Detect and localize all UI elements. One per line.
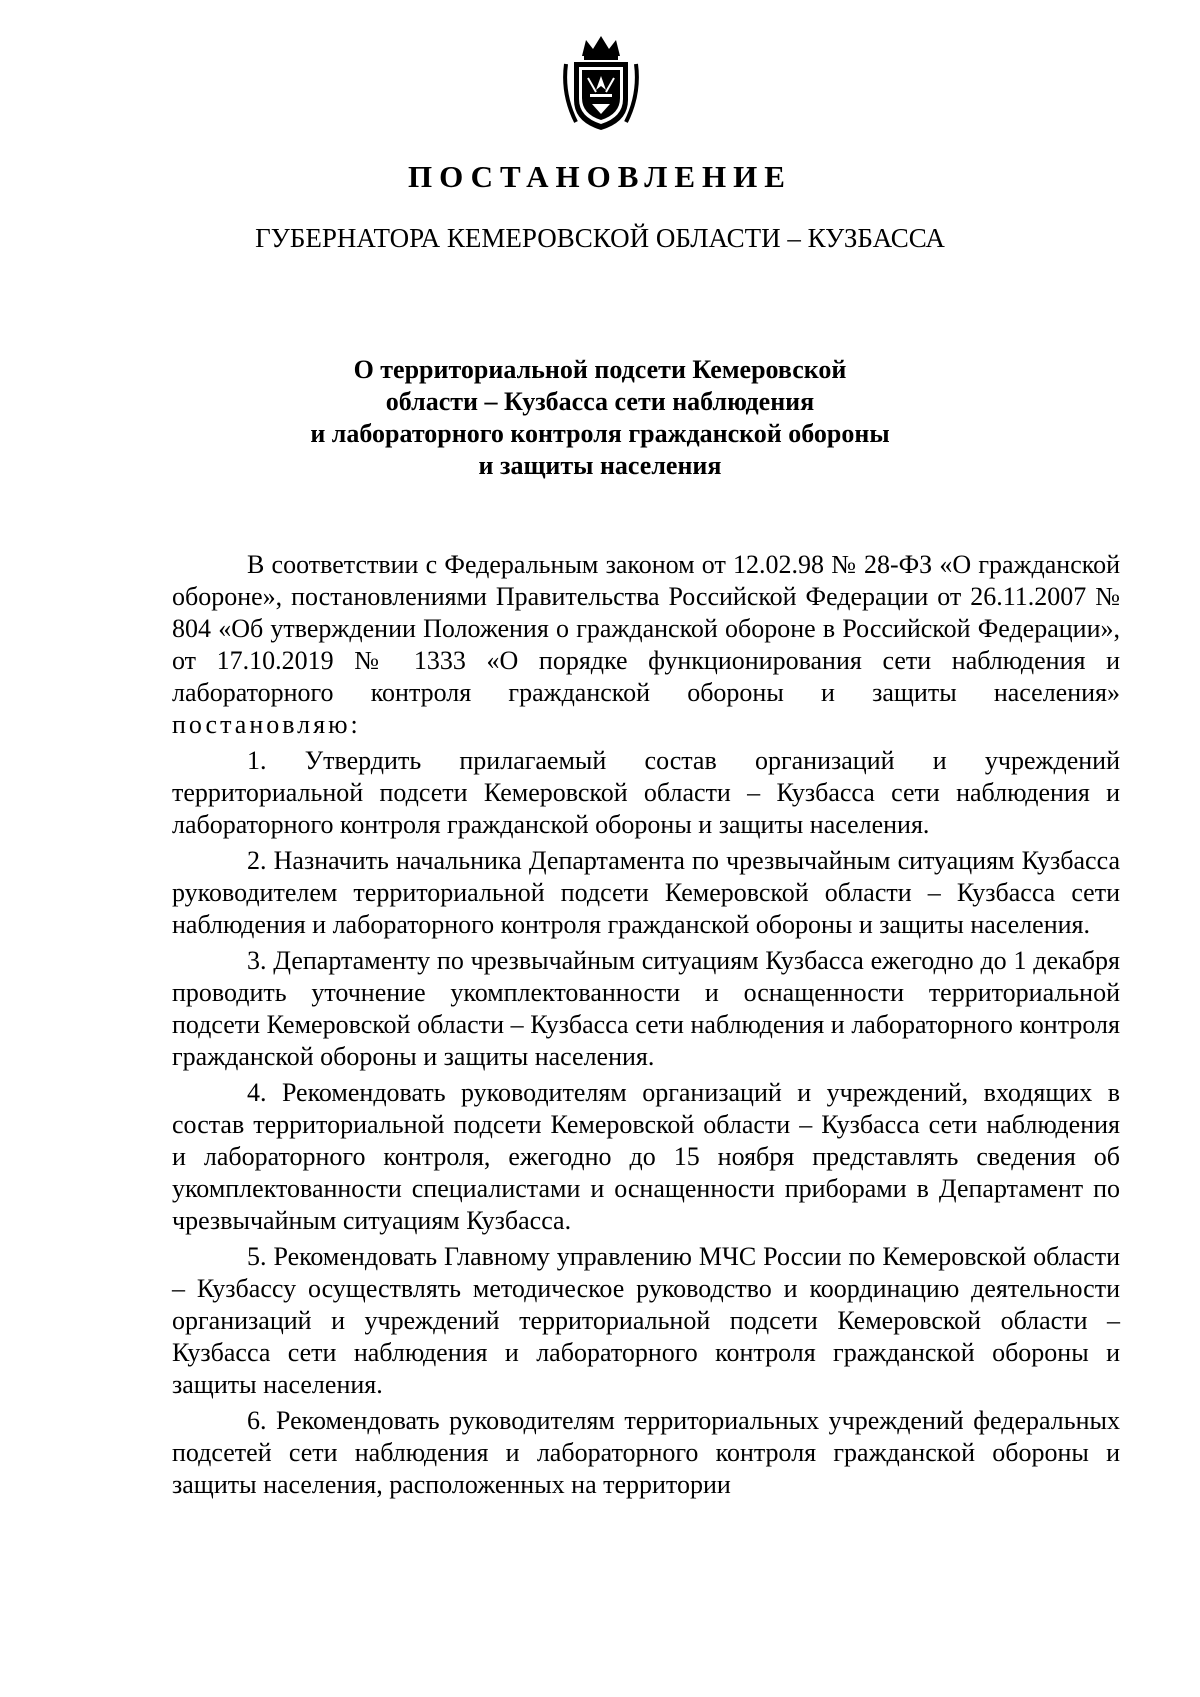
decree-item-6: 6. Рекомендовать руководителям территориальных учреждений федеральных подсетей сети наблюдения и лабораторного контроля гражданской обороны и защиты населения, расположенных на территории <box>172 1406 1120 1499</box>
heading-line: области – Кузбасса сети наблюдения <box>385 387 815 416</box>
preamble-text: В соответствии с Федеральным законом от 12.02.98 № 28-ФЗ «О гражданской обороне», постановлениями Правительства Российской Федерации от 26.11.2007 № 804 «Об утверждении Положения о гражданской обороне в Российской Федерации», от 17.10.2019 № 1333 «О порядке функционирования сети наблюдения и лабораторного контроля гражданской обороны и защиты населения» <box>172 550 1120 707</box>
coat-of-arms-icon <box>560 34 642 134</box>
preamble-paragraph <box>172 549 1120 741</box>
decree-heading <box>250 354 950 482</box>
heading-line: и лабораторного контроля гражданской обороны <box>310 419 890 448</box>
decree-body <box>172 549 1120 1505</box>
decree-item-2: 2. Назначить начальника Департамента по чрезвычайным ситуациям Кузбасса руководителем территориальной подсети Кемеровской области – Кузбасса сети наблюдения и лабораторного контроля гражданской обороны и защиты населения. <box>172 846 1120 939</box>
decree-item-5: 5. Рекомендовать Главному управлению МЧС России по Кемеровской области – Кузбассу осуществлять методическое руководство и координацию деятельности организаций и учреждений территориальной подсети Кемеровской области – Кузбасса сети наблюдения и лабораторного контроля гражданской обороны и защиты населения. <box>172 1242 1120 1399</box>
decree-item-3: 3. Департаменту по чрезвычайным ситуациям Кузбасса ежегодно до 1 декабря проводить уточнение укомплектованности и оснащенности территориальной подсети Кемеровской области – Кузбасса сети наблюдения и лабораторного контроля гражданской обороны и защиты населения. <box>172 946 1120 1071</box>
decree-item-1: 1. Утвердить прилагаемый состав организаций и учреждений территориальной подсети Кемеровской области – Кузбасса сети наблюдения и лабораторного контроля гражданской обороны и защиты населения. <box>172 746 1120 839</box>
heading-line: и защиты населения <box>478 451 722 480</box>
decree-word: постановляю: <box>172 710 361 739</box>
decree-item-4: 4. Рекомендовать руководителям организаций и учреждений, входящих в состав территориальной подсети Кемеровской области – Кузбасса сети наблюдения и лабораторного контроля, ежегодно до 15 ноября представлять сведения об укомплектованности специалистами и оснащенности приборами в Департамент по чрезвычайным ситуациям Кузбасса. <box>172 1078 1120 1235</box>
document-title: ПОСТАНОВЛЕНИЕ <box>408 159 792 194</box>
heading-line: О территориальной подсети Кемеровской <box>353 355 847 384</box>
document-subtitle: ГУБЕРНАТОРА КЕМЕРОВСКОЙ ОБЛАСТИ – КУЗБАССА <box>255 223 945 253</box>
